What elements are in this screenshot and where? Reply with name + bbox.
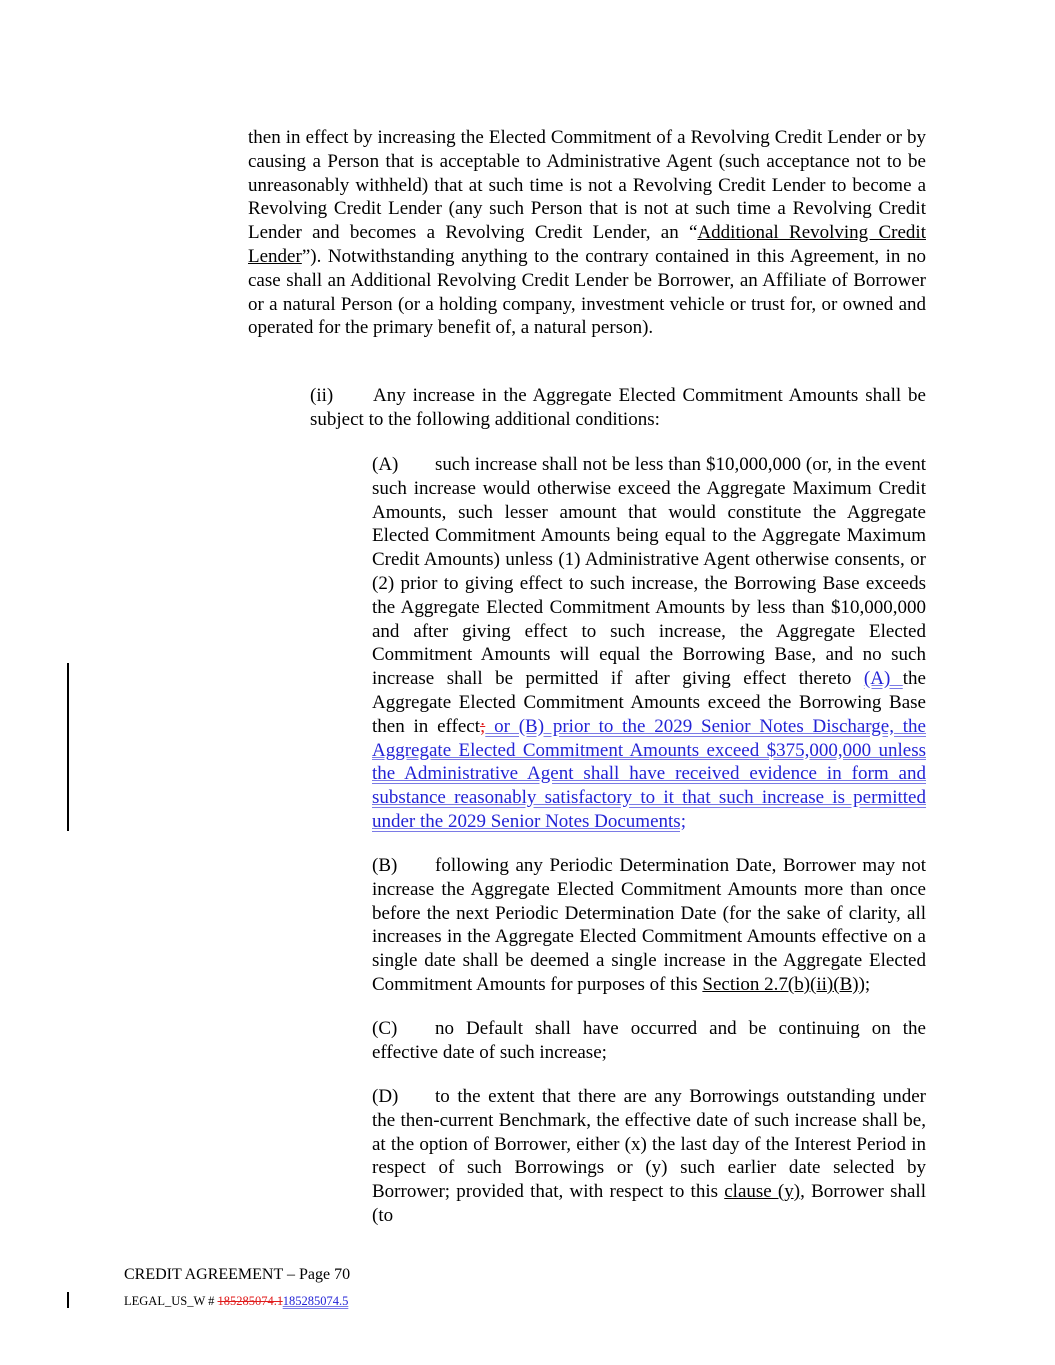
- clause-B-tail: );: [858, 973, 871, 995]
- doc-id-new: 185285074.5: [282, 1294, 349, 1308]
- insertion-B-clause: or (B) prior to the 2029 Senior Notes Discharge, the Aggregate Elected Commitment Amounts exceed $375,000,000 unless the Administrative Agent shall have received evidence in form and substance reasonably satisfactory to it that such increase is permitted under the 2029 Senior Notes Documents;: [372, 715, 926, 832]
- clause-D-text: to the extent that there are any Borrowings outstanding under the then-current Benchmark, the effective date of such increase shall be, at the option of Borrower, either (x) the last day of the Interest Period in respect of such Borrowings or (y) such earlier date selected by Borrower; provided that, with respect to this: [372, 1086, 926, 1203]
- clause-ii-text: Any increase in the Aggregate Elected Commitment Amounts shall be subject to the following additional conditions:: [310, 385, 926, 430]
- clause-ii-label: (ii): [310, 385, 334, 406]
- deletion-semicolon: ;: [480, 715, 486, 737]
- clause-C-text: no Default shall have occurred and be continuing on the effective date of such increase;: [372, 1018, 926, 1063]
- clause-ii: [248, 384, 926, 432]
- clause-D-label: (D): [372, 1086, 399, 1107]
- clause-C-label: (C): [372, 1018, 398, 1039]
- page-footer: CREDIT AGREEMENT – Page 70: [124, 1266, 351, 1283]
- intro-paragraph: [248, 126, 926, 340]
- clause-A-text: such increase shall not be less than $10,000,000 (or, in the event such increase would otherwise exceed the Aggregate Maximum Credit Amounts, such lesser amount that would constitute the Aggregate Elected Commitment Amounts being equal to the Aggregate Maximum Credit Amounts) unless (1) Administrative Agent otherwise consents, or (2) prior to giving effect to such increase, the Borrowing Base exceeds the Aggregate Elected Commitment Amounts by less than $10,000,000 and after giving effect to such increase, the Aggregate Elected Commitment Amounts will equal the Borrowing Base, and no such increase shall be permitted if after giving effect thereto: [372, 454, 926, 690]
- defined-term: Additional Revolving Credit Lender: [248, 222, 926, 267]
- clause-B: [310, 854, 926, 997]
- clause-B-label: (B): [372, 855, 398, 876]
- clause-C: [310, 1017, 926, 1065]
- document-id: [124, 1294, 348, 1309]
- doc-id-old: 185285074.1: [217, 1294, 283, 1308]
- section-reference: Section 2.7(b)(ii)(B): [702, 973, 859, 995]
- footer-revision-bar: [67, 1292, 69, 1308]
- clause-D-tail: , Borrower shall (to: [372, 1181, 926, 1226]
- clause-D: [310, 1085, 926, 1228]
- clause-A-label: (A): [372, 454, 399, 475]
- clause-A-text2: the Aggregate Elected Commitment Amounts exceed the Borrowing Base then in effect: [372, 668, 926, 737]
- clause-A: [310, 453, 926, 834]
- doc-prefix: LEGAL_US_W #: [124, 1294, 218, 1308]
- intro-text-a: then in effect by increasing the Elected Commitment of a Revolving Credit Lender or by causing a Person that is acceptable to Administrative Agent (such acceptance not to be unreasonably withheld) that at such time is not a Revolving Credit Lender to become a Revolving Credit Lender (any such Person that is not at such time a Revolving Credit Lender and becomes a Revolving Credit Lender, an “: [248, 127, 926, 244]
- clause-reference: clause (y): [724, 1181, 801, 1203]
- insertion-A-marker: (A): [863, 668, 903, 690]
- revision-bar: [67, 663, 69, 831]
- intro-text-b: ”). Notwithstanding anything to the contrary contained in this Agreement, in no case shall an Additional Revolving Credit Lender be Borrower, an Affiliate of Borrower or a natural Person (or a holding company, investment vehicle or trust for, or owned and operated for the primary benefit of, a natural person).: [248, 245, 926, 339]
- clause-B-text: following any Periodic Determination Date, Borrower may not increase the Aggregate Elected Commitment Amounts more than once before the next Periodic Determination Date (for the sake of clarity, all increases in the Aggregate Elected Commitment Amounts effective on a single date shall be deemed a single increase in the Aggregate Elected Commitment Amounts for purposes of this: [372, 855, 926, 995]
